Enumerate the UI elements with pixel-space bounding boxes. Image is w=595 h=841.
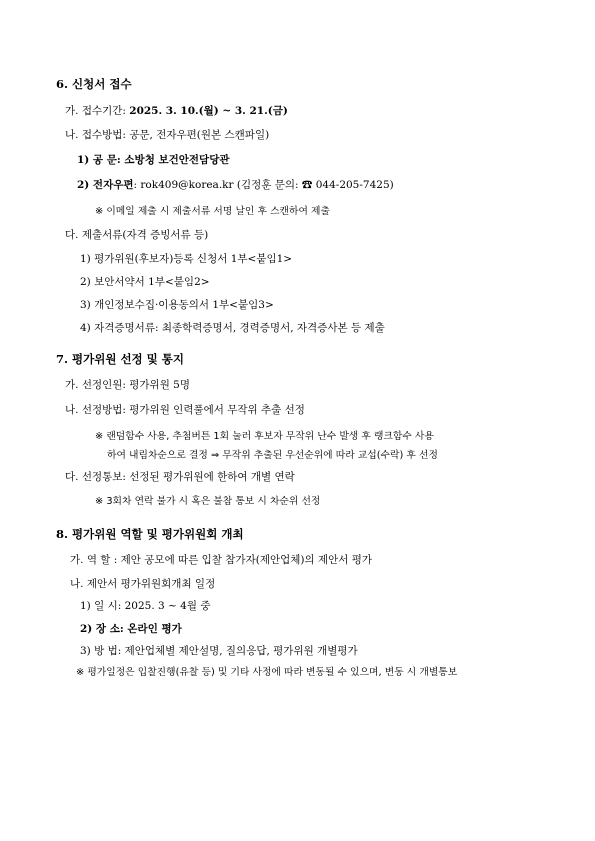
- selection-notify: 다. 선정통보: 선정된 평가위원에 한하여 개별 연락: [65, 471, 295, 483]
- schedule-note: ※ 평가일정은 입찰진행(유찰 등) 및 기타 사정에 따라 변동될 수 있으며, 변동 시 개별통보: [76, 667, 458, 678]
- schedule-place: 2) 장 소: 온라인 평가: [80, 623, 182, 635]
- receipt-method: 나. 접수방법: 공문, 전자우편(원본 스캔파일): [65, 129, 270, 141]
- email-address: [77, 178, 394, 192]
- section-8-title: 8. 평가위원 역할 및 평가위원회 개최: [56, 527, 244, 541]
- selection-method: 나. 선정방법: 평가위원 인력풀에서 무작위 추출 선정: [65, 404, 305, 416]
- selection-count: 가. 선정인원: 평가위원 5명: [65, 379, 190, 391]
- mail-address: 1) 공 문: 소방청 보건안전담당관: [77, 154, 230, 166]
- committee-role: 가. 역 할 : 제안 공모에 따른 입찰 참가자(제안업체)의 제안서 평가: [70, 554, 373, 566]
- email-label: 2) 전자우편: [77, 179, 134, 191]
- selection-note-line1: ※ 랜덤함수 사용, 추첨버튼 1회 눌러 후보자 무작위 난수 발생 후 랭크함수 사용: [95, 431, 434, 442]
- notify-note: ※ 3회차 연락 불가 시 혹은 불참 통보 시 차순위 선정: [95, 496, 321, 507]
- receipt-period-label: 가. 접수기간:: [65, 105, 130, 117]
- selection-note-line2: 하여 내림차순으로 결정 ⇒ 무작위 추출된 우선순위에 따라 교섭(수락) 후 선정: [107, 450, 438, 461]
- doc-item: 4) 자격증명서류: 최종학력증명서, 경력증명서, 자격증사본 등 제출: [80, 322, 385, 334]
- receipt-period-value: 2025. 3. 10.(월) ~ 3. 21.(금): [129, 105, 288, 117]
- schedule-method: 3) 방 법: 제안업체별 제안설명, 질의응답, 평가위원 개별평가: [80, 645, 358, 657]
- email-contact: : rok409@korea.kr (김정훈 문의: ☎ 044-205-7425): [133, 179, 394, 191]
- doc-item: 3) 개인정보수집·이용동의서 1부<붙임3>: [80, 299, 274, 311]
- committee-schedule-title: 나. 제안서 평가위원회개최 일정: [70, 578, 216, 590]
- doc-item: 1) 평가위원(후보자)등록 신청서 1부<붙임1>: [80, 253, 293, 265]
- section-7-title: 7. 평가위원 선정 및 통지: [56, 352, 184, 366]
- docs-title: 다. 제출서류(자격 증빙서류 등): [65, 229, 209, 241]
- doc-item: 2) 보안서약서 1부<붙임2>: [80, 276, 210, 288]
- receipt-period: [65, 104, 288, 118]
- schedule-date: 1) 일 시: 2025. 3 ~ 4월 중: [80, 600, 211, 612]
- section-6-title: 6. 신청서 접수: [56, 77, 132, 91]
- email-note: ※ 이메일 제출 시 제출서류 서명 날인 후 스캔하여 제출: [95, 206, 330, 217]
